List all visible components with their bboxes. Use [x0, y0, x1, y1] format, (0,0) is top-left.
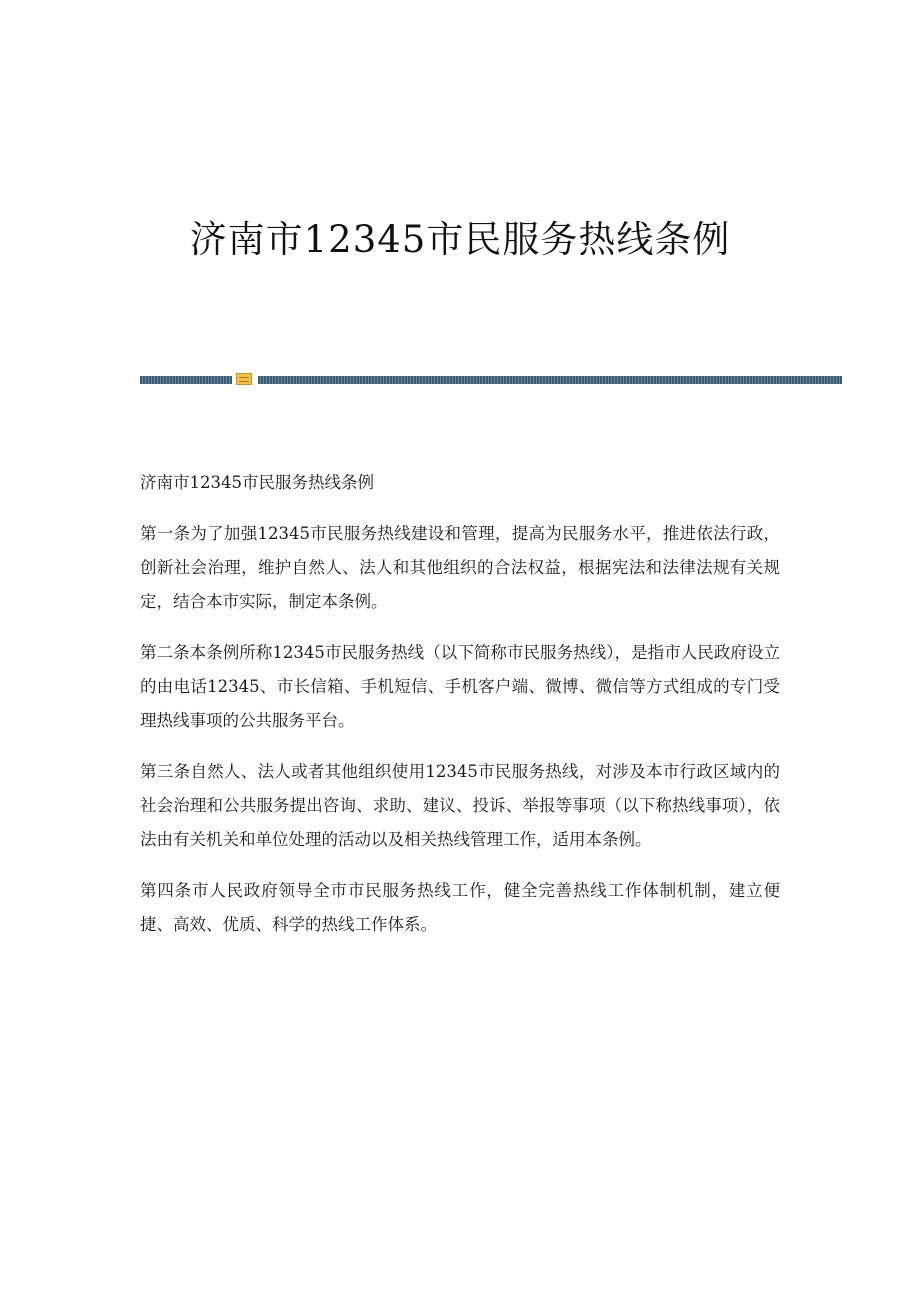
- document-title: 济南市12345市民服务热线条例: [189, 218, 731, 261]
- ornament-icon: [236, 373, 252, 385]
- title-divider: [140, 372, 842, 386]
- article-4: 第四条市人民政府领导全市市民服务热线工作，健全完善热线工作体制机制，建立便捷、高效、优质、科学的热线工作体系。: [140, 881, 780, 934]
- article-3: 第三条自然人、法人或者其他组织使用12345市民服务热线，对涉及本市行政区域内的社会治理和公共服务提出咨询、求助、建议、投诉、举报等事项（以下称热线事项），依法由有关机关和单位处理的活动以及相关热线管理工作，适用本条例。: [140, 762, 780, 849]
- divider-bar-right: [258, 376, 842, 384]
- document-subtitle: 济南市12345市民服务热线条例: [140, 473, 374, 492]
- article-1: 第一条为了加强12345市民服务热线建设和管理，提高为民服务水平，推进依法行政，创新社会治理，维护自然人、法人和其他组织的合法权益，根据宪法和法律法规有关规定，结合本市实际，制定本条例。: [140, 524, 780, 611]
- divider-bar-left: [140, 376, 232, 384]
- article-2: 第二条本条例所称12345市民服务热线（以下简称市民服务热线），是指市人民政府设立的由电话12345、市长信箱、手机短信、手机客户端、微博、微信等方式组成的专门受理热线事项的公共服务平台。: [140, 643, 780, 730]
- document-body: [140, 466, 780, 959]
